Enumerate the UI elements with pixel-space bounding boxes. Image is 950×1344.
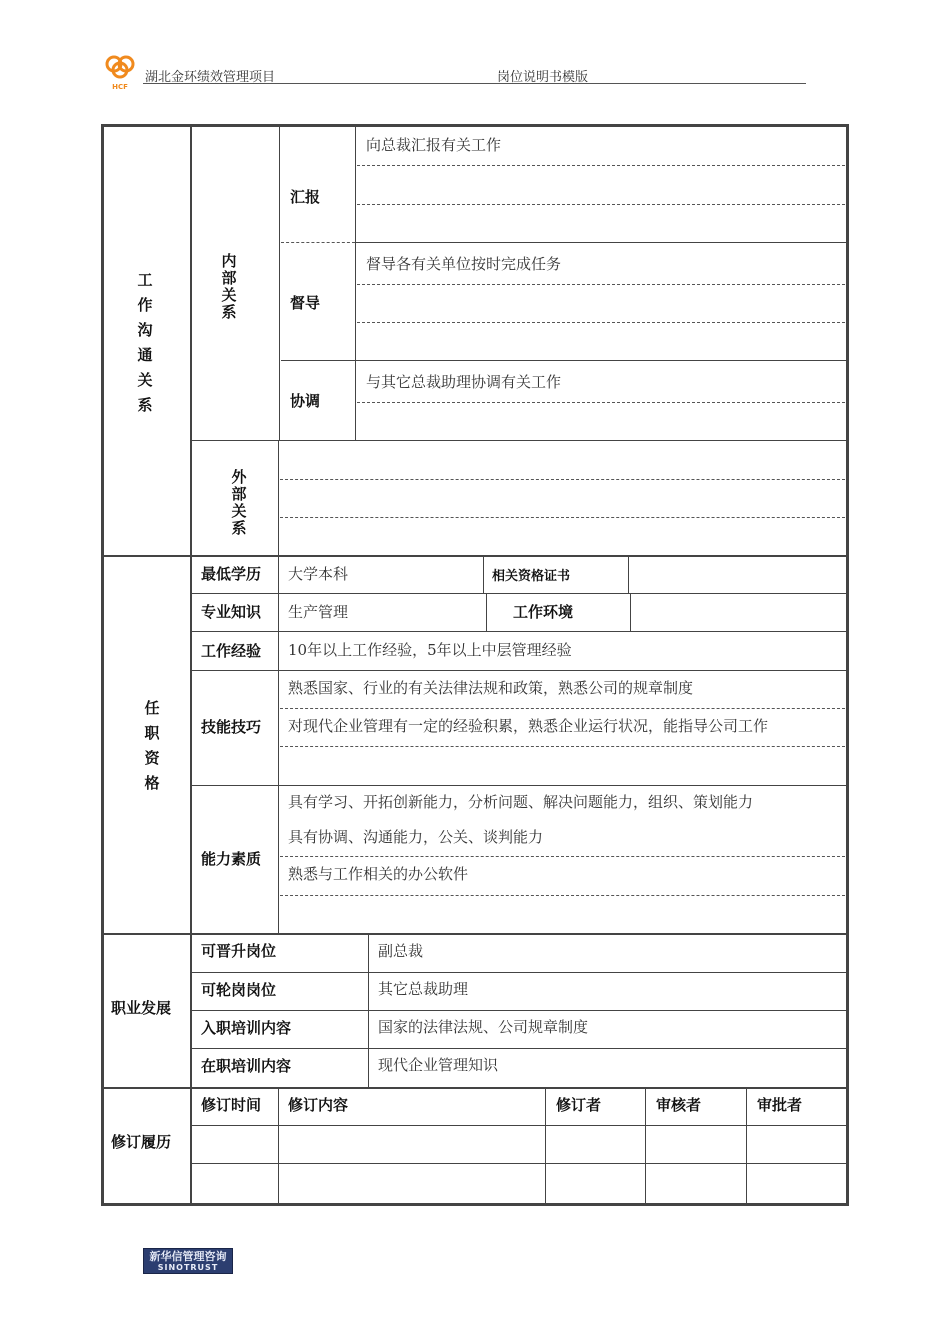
logo-text: HCF: [112, 83, 128, 91]
section-revision-label: 修订履历: [111, 1133, 172, 1151]
dashed-line: [357, 165, 845, 166]
divider: [192, 593, 846, 594]
dashed-line: [357, 284, 845, 285]
divider: [483, 557, 484, 593]
divider: [104, 555, 846, 557]
header-rule: [143, 83, 806, 84]
certificate-label: 相关资格证书: [492, 569, 571, 584]
divider: [278, 1089, 279, 1203]
section-qualifications-label: 任职资格: [144, 699, 160, 792]
career-row-value: 现代企业管理知识: [378, 1056, 499, 1074]
coordinate-label: 协调: [290, 392, 321, 410]
divider: [192, 1010, 846, 1011]
career-row-label: 入职培训内容: [201, 1019, 292, 1037]
divider: [545, 1089, 546, 1203]
divider: [355, 127, 356, 440]
dashed-line: [280, 856, 845, 857]
career-row-value: 副总裁: [378, 942, 424, 960]
divider: [192, 1125, 846, 1126]
divider: [281, 360, 846, 361]
ability-item: 熟悉与工作相关的办公软件: [288, 865, 469, 883]
form-table: [101, 124, 849, 1206]
coordinate-text: 与其它总裁助理协调有关工作: [366, 373, 562, 391]
report-text: 向总裁汇报有关工作: [366, 136, 502, 154]
divider: [356, 242, 846, 243]
experience-value: 10年以上工作经验，5年以上中层管理经验: [288, 641, 572, 659]
knowledge-value: 生产管理: [288, 603, 349, 621]
environment-label: 工作环境: [513, 603, 574, 621]
career-row-value: 其它总裁助理: [378, 980, 469, 998]
logo-mark-icon: [102, 55, 138, 81]
footer-brand-cn: 新华信管理咨询: [149, 1250, 227, 1263]
skill-item: 对现代企业管理有一定的经验积累，熟悉企业运行状况，能指导公司工作: [288, 717, 769, 735]
divider: [192, 631, 846, 632]
education-value: 大学本科: [288, 565, 349, 583]
divider: [104, 933, 846, 935]
revision-column-header: 修订内容: [288, 1096, 349, 1114]
ability-item: 具有协调、沟通能力，公关、谈判能力: [288, 828, 544, 846]
ability-item: 具有学习、开拓创新能力，分析问题、解决问题能力，组织、策划能力: [288, 793, 754, 811]
dashed-line: [280, 479, 845, 480]
header-doc-title: 岗位说明书模版: [497, 70, 589, 85]
divider: [645, 1089, 646, 1203]
dashed-line: [357, 322, 845, 323]
footer-brand-en: SINOTRUST: [157, 1263, 219, 1272]
divider: [278, 557, 279, 933]
divider: [746, 1089, 747, 1203]
experience-label: 工作经验: [201, 642, 262, 660]
revision-column-header: 审核者: [656, 1096, 702, 1114]
education-label: 最低学历: [201, 565, 262, 583]
footer-logo: [143, 1248, 233, 1274]
divider: [281, 242, 355, 243]
career-row-label: 可晋升岗位: [201, 942, 277, 960]
divider: [278, 440, 279, 555]
dashed-line: [357, 402, 845, 403]
divider: [192, 1048, 846, 1049]
knowledge-label: 专业知识: [201, 603, 262, 621]
divider: [192, 1163, 846, 1164]
company-logo: [102, 55, 138, 89]
skill-item: 熟悉国家、行业的有关法律法规和政策，熟悉公司的规章制度: [288, 679, 694, 697]
internal-relations-label: 内部关系: [221, 252, 237, 321]
career-row-label: 在职培训内容: [201, 1057, 292, 1075]
divider: [104, 1087, 846, 1089]
dashed-line: [280, 517, 845, 518]
section-career-label: 职业发展: [111, 999, 172, 1017]
divider: [630, 593, 631, 631]
divider: [486, 593, 487, 631]
dashed-line: [280, 895, 845, 896]
skills-label: 技能技巧: [201, 718, 262, 736]
divider: [192, 670, 846, 671]
revision-column-header: 审批者: [757, 1096, 803, 1114]
dashed-line: [357, 204, 845, 205]
divider: [279, 127, 280, 440]
external-relations-label: 外部关系: [231, 468, 247, 537]
revision-column-header: 修订者: [556, 1096, 602, 1114]
divider: [368, 935, 369, 1087]
career-row-value: 国家的法律法规、公司规章制度: [378, 1018, 589, 1036]
divider: [192, 440, 846, 441]
divider: [190, 127, 192, 1203]
revision-column-header: 修订时间: [201, 1096, 262, 1114]
career-row-label: 可轮岗岗位: [201, 981, 277, 999]
dashed-line: [280, 746, 845, 747]
divider: [192, 785, 846, 786]
ability-label: 能力素质: [201, 850, 262, 868]
report-label: 汇报: [290, 188, 321, 206]
divider: [192, 972, 846, 973]
supervise-text: 督导各有关单位按时完成任务: [366, 255, 562, 273]
header-project: 湖北金环绩效管理项目: [145, 70, 276, 85]
divider: [628, 557, 629, 593]
section-communication-label: 工作沟通关系: [137, 271, 153, 414]
dashed-line: [280, 708, 845, 709]
supervise-label: 督导: [290, 294, 321, 312]
